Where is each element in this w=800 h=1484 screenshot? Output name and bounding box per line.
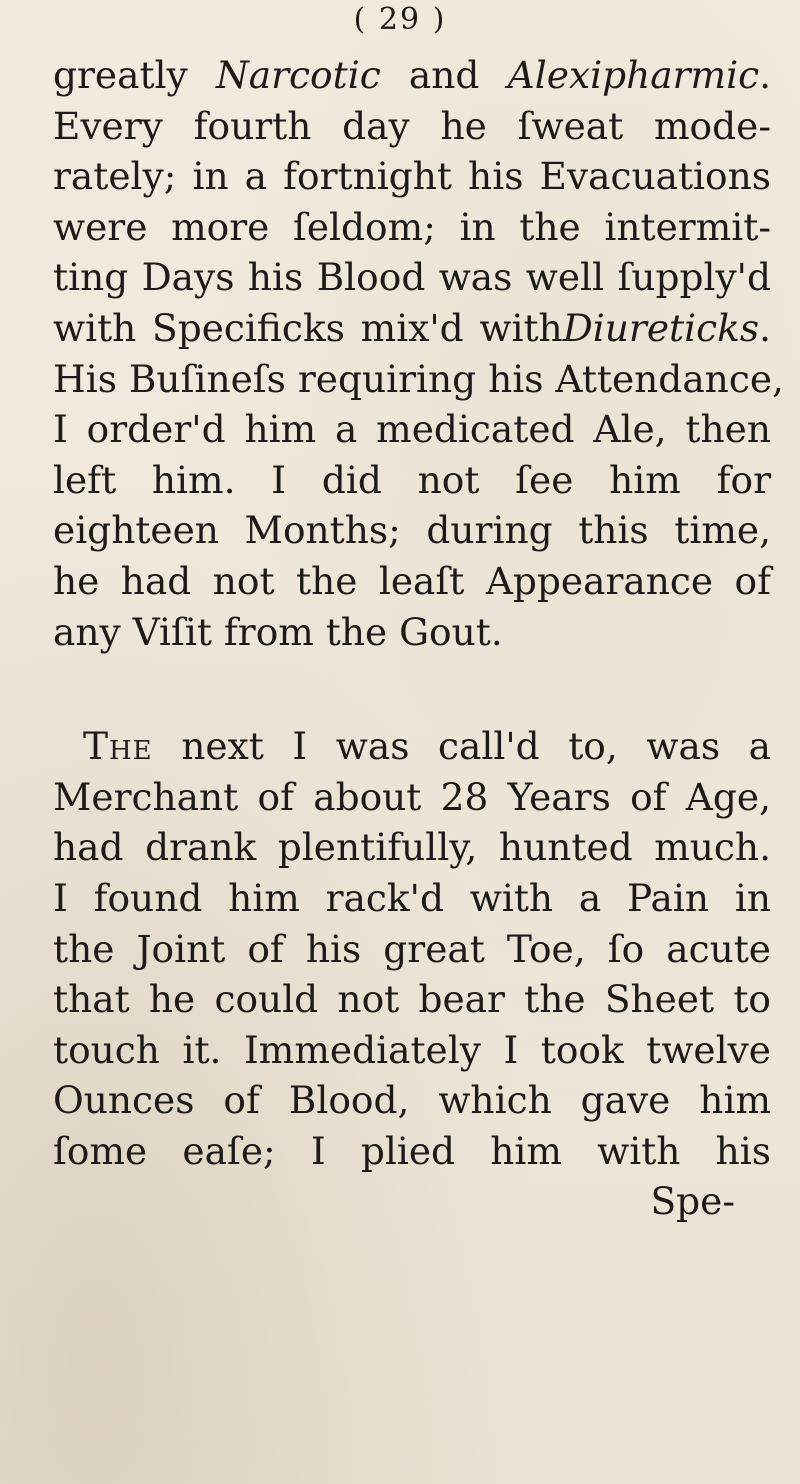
italic-term: Diureticks <box>562 305 760 350</box>
text-line: any Viſit from the Gout. <box>53 609 503 654</box>
text-run: with Specificks mix'd with <box>53 305 563 350</box>
catchword: Spe- <box>650 1179 735 1224</box>
body-text <box>53 50 784 1227</box>
text-line: eighteen Months; during this time, <box>53 508 771 553</box>
text-line: Merchant of about 28 Years of Age, <box>53 774 771 819</box>
page-number: ( 29 ) <box>353 2 447 37</box>
italic-term: Alexipharmic <box>507 53 760 97</box>
text-line: that he could not bear the Sheet to <box>53 977 771 1022</box>
small-caps-word: The <box>83 724 153 769</box>
text-line: I order'd him a medicated Ale, then <box>53 407 771 452</box>
text-run: . <box>759 305 771 350</box>
text-run: . <box>759 53 771 97</box>
text-line: Every fourth day he ſweat mode- <box>53 103 771 148</box>
text-line <box>53 50 771 101</box>
text-line: rately; in a fortnight his Evacuations <box>53 154 771 199</box>
text-run: and <box>380 53 508 97</box>
text-run: next I was call'd to, was a <box>152 724 771 769</box>
text-line: he had not the leaſt Appearance of <box>53 558 771 603</box>
text-line: left him. I did not ſee him for <box>53 457 771 502</box>
text-run: greatly <box>53 53 216 97</box>
text-line: Ounces of Blood, which gave him <box>53 1078 771 1123</box>
text-line: had drank plentifully, hunted much. <box>53 825 771 870</box>
paragraph-1 <box>53 50 784 657</box>
text-line: His Buſineſs requiring his Attendance, <box>53 356 784 401</box>
text-line <box>53 303 771 354</box>
paragraph-2 <box>53 721 771 1227</box>
text-line <box>53 721 771 772</box>
text-line: ſome eaſe; I plied him with his <box>53 1128 771 1173</box>
text-line: I found him rack'd with a Pain in <box>53 875 771 920</box>
text-line: ting Days his Blood was well ſupply'd <box>53 255 771 300</box>
text-line: touch it. Immediately I took twelve <box>53 1027 771 1072</box>
text-line: were more ſeldom; in the intermit- <box>53 204 771 249</box>
italic-term: Narcotic <box>215 53 381 97</box>
text-line: the Joint of his great Toe, ſo acute <box>53 926 771 971</box>
